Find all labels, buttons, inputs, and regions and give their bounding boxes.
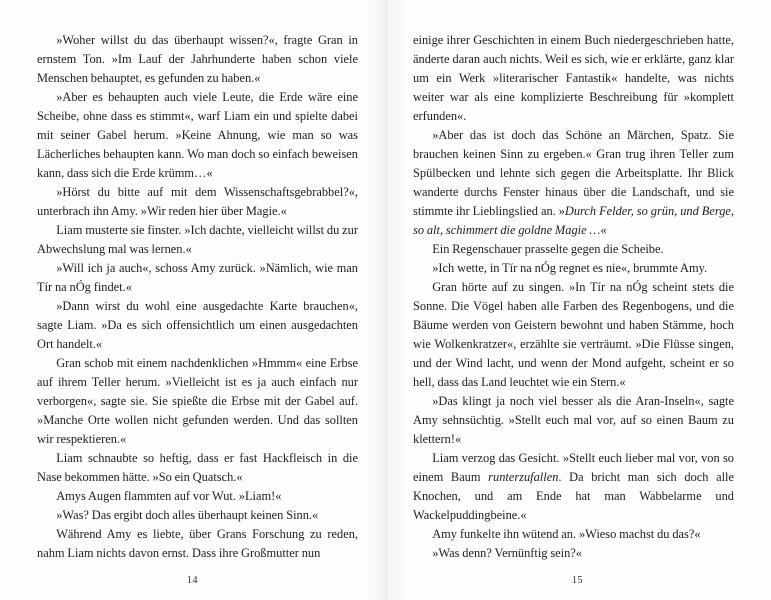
text-run: »Was? Das ergibt doch alles überhaupt keinen Sinn.« xyxy=(56,508,319,522)
text-run: Amy funkelte ihn wütend an. »Wieso machst du das?« xyxy=(432,527,701,541)
page-text-left xyxy=(37,31,358,567)
paragraph xyxy=(37,31,358,88)
text-run: Liam schnaubte so heftig, dass er fast Hackfleisch in die Nase bekommen hätte. »So ein Quatsch.« xyxy=(37,451,358,484)
page-right xyxy=(385,0,770,600)
paragraph xyxy=(413,449,734,525)
text-run: »Dann wirst du wohl eine ausgedachte Karte brauchen«, sagte Liam. »Da es sich offensichtlich um einen ausgedachten Ort handelt.« xyxy=(37,299,358,351)
text-run: »Will ich ja auch«, schoss Amy zurück. »Nämlich, wie man Tír na nÓg findet.« xyxy=(37,261,358,294)
paragraph xyxy=(37,297,358,354)
page-text-right xyxy=(413,31,734,567)
italic-text-run: runterzufallen xyxy=(488,470,559,484)
text-run: Liam musterte sie finster. »Ich dachte, vielleicht willst du zur Abwechslung mal was lernen.« xyxy=(37,223,358,256)
text-run: Gran schob mit einem nachdenklichen »Hmmm« eine Erbse auf ihrem Teller herum. »Vielleicht ist es ja auch einfach nur verborgen«, sagte sie. Sie spießte die Erbse mit der Gabel auf. »Manche Orte wollen nicht gefunden werden. Und das sollten wir respektieren.« xyxy=(37,356,358,446)
paragraph xyxy=(413,525,734,544)
text-run: . Da bricht man sich doch alle Knochen, und am Ende hat man Wabbelarme und Wackelpuddingbeine.« xyxy=(413,470,734,522)
paragraph xyxy=(37,525,358,563)
text-run: Amys Augen flammten auf vor Wut. »Liam!« xyxy=(56,489,282,503)
paragraph xyxy=(413,240,734,259)
text-run: »Woher willst du das überhaupt wissen?«, fragte Gran in ernstem Ton. »Im Lauf der Jahrhunderte haben schon viele Menschen behauptet, es gefunden zu haben.« xyxy=(37,33,358,85)
page-left xyxy=(0,0,385,600)
paragraph xyxy=(37,88,358,183)
paragraph xyxy=(37,487,358,506)
text-run: Während Amy es liebte, über Grans Forschung zu reden, nahm Liam nichts davon ernst. Dass ihre Großmutter nun xyxy=(37,527,358,560)
text-run: »Aber das ist doch das Schöne an Märchen, Spatz. Sie brauchen keinen Sinn zu ergeben.« Gran trug ihren Teller zum Spülbecken und lehnte sich gegen die Arbeitsplatte. Ihr Blick wanderte durchs Fenster hinaus über die Landschaft, und sie stimmte ihr Lieblingslied an. » xyxy=(413,128,734,218)
paragraph xyxy=(37,506,358,525)
italic-text-run: Durch Felder, so grün, und Berge, so alt, schimmert die goldne Magie … xyxy=(413,204,734,237)
text-run: »Was denn? Vernünftig sein?« xyxy=(432,546,582,560)
text-run: einige ihrer Geschichten in einem Buch niedergeschrieben hatte, änderte daran auch nichts. Weil es sich, wie er erklärte, ganz klar um ein Werk »literarischer Fantastik« handelte, was nichts weiter war als eine komplizierte Beschreibung für »komplett erfunden«. xyxy=(413,33,734,123)
text-run: »Ich wette, in Tír na nÓg regnet es nie«, brummte Amy. xyxy=(432,261,708,275)
paragraph xyxy=(37,259,358,297)
text-run: »Hörst du bitte auf mit dem Wissenschaftsgebrabbel?«, unterbrach ihn Amy. »Wir reden hier über Magie.« xyxy=(37,185,358,218)
paragraph xyxy=(413,278,734,392)
text-run: »Das klingt ja noch viel besser als die Aran-Inseln«, sagte Amy sehnsüchtig. »Stellt euch mal vor, auf so einen Baum zu klettern!« xyxy=(413,394,734,446)
text-run: Ein Regenschauer prasselte gegen die Scheibe. xyxy=(432,242,664,256)
paragraph xyxy=(37,221,358,259)
text-run: « xyxy=(600,223,607,237)
paragraph xyxy=(37,449,358,487)
paragraph xyxy=(413,31,734,126)
paragraph xyxy=(37,354,358,449)
page-number: 14 xyxy=(187,575,198,586)
paragraph xyxy=(413,126,734,240)
paragraph xyxy=(413,259,734,278)
paragraph xyxy=(413,544,734,563)
text-run: Liam verzog das Gesicht. »Stellt euch lieber mal vor, von so einem Baum xyxy=(413,451,734,484)
text-run: »Aber es behaupten auch viele Leute, die Erde wäre eine Scheibe, ohne dass es stimmt«, warf Liam ein und spielte dabei mit seiner Gabel herum. »Keine Ahnung, wie man so was Lächerliches behaupten kann. Wo man doch so einfach beweisen kann, dass sich die Erde krümm…« xyxy=(37,90,358,180)
paragraph xyxy=(413,392,734,449)
paragraph xyxy=(37,183,358,221)
text-run: Gran hörte auf zu singen. »In Tír na nÓg scheint stets die Sonne. Die Vögel haben alle Farben des Regenbogens, und die Bäume werden von Geistern bewohnt und haben Stämme, hoch wie Wolkenkratzer«, erzählte sie verträumt. »Die Flüsse singen, und der Wind lacht, und wenn der Mond aufgeht, scheint er so hell, dass das Land leuchtet wie ein Stern.« xyxy=(413,280,734,389)
page-number: 15 xyxy=(572,575,583,586)
